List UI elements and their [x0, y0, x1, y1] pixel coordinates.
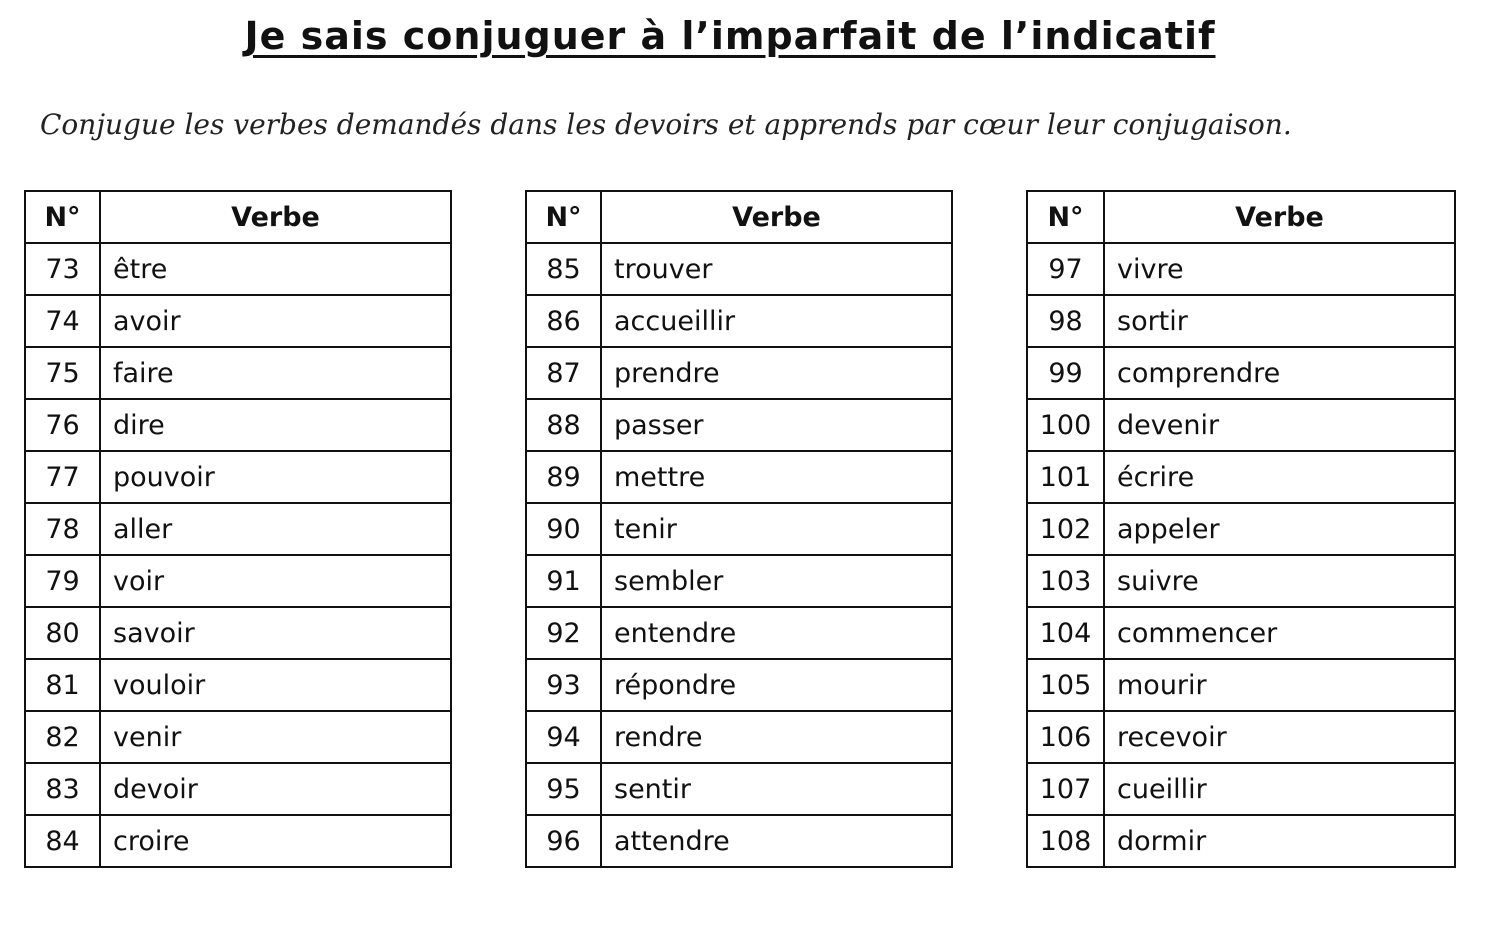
verb-name: voir [100, 555, 451, 607]
verb-number: 106 [1027, 711, 1104, 763]
verb-name: mettre [601, 451, 952, 503]
table-row [25, 451, 451, 503]
table-row [1027, 451, 1455, 503]
verb-name: recevoir [1104, 711, 1455, 763]
verb-number: 99 [1027, 347, 1104, 399]
verb-name: croire [100, 815, 451, 867]
verb-name: commencer [1104, 607, 1455, 659]
verb-name: savoir [100, 607, 451, 659]
table-row [526, 503, 952, 555]
verb-name: comprendre [1104, 347, 1455, 399]
verb-name: dire [100, 399, 451, 451]
table-row [1027, 295, 1455, 347]
verb-number: 84 [25, 815, 100, 867]
page-title: Je sais conjuguer à l’imparfait de l’indicatif [244, 14, 1216, 58]
verb-number: 101 [1027, 451, 1104, 503]
verb-number: 83 [25, 763, 100, 815]
table-row [1027, 503, 1455, 555]
table-row [526, 815, 952, 867]
table-row [526, 295, 952, 347]
verb-name: appeler [1104, 503, 1455, 555]
table-row [1027, 555, 1455, 607]
verb-name: passer [601, 399, 952, 451]
verb-name: dormir [1104, 815, 1455, 867]
table-row [25, 347, 451, 399]
table-row [25, 815, 451, 867]
verb-table-3 [1026, 190, 1456, 868]
verb-name: sentir [601, 763, 952, 815]
verb-number: 82 [25, 711, 100, 763]
verb-name: répondre [601, 659, 952, 711]
table-body [1027, 243, 1455, 867]
verb-number: 108 [1027, 815, 1104, 867]
verb-name: prendre [601, 347, 952, 399]
table-row [1027, 815, 1455, 867]
verb-number: 96 [526, 815, 601, 867]
verb-number: 103 [1027, 555, 1104, 607]
verb-number: 92 [526, 607, 601, 659]
verb-number: 85 [526, 243, 601, 295]
table-row [25, 763, 451, 815]
verb-number: 89 [526, 451, 601, 503]
verb-number: 73 [25, 243, 100, 295]
verb-name: mourir [1104, 659, 1455, 711]
table-row [526, 555, 952, 607]
table-row [526, 711, 952, 763]
verb-number: 86 [526, 295, 601, 347]
table-row [1027, 399, 1455, 451]
verb-name: être [100, 243, 451, 295]
verb-number: 91 [526, 555, 601, 607]
verb-number: 80 [25, 607, 100, 659]
verb-number: 100 [1027, 399, 1104, 451]
verb-number: 75 [25, 347, 100, 399]
column-header-verb: Verbe [100, 191, 451, 243]
table-row [526, 607, 952, 659]
verb-name: suivre [1104, 555, 1455, 607]
verb-name: aller [100, 503, 451, 555]
table-row [25, 555, 451, 607]
table-row [25, 711, 451, 763]
verb-number: 102 [1027, 503, 1104, 555]
verb-name: venir [100, 711, 451, 763]
instruction-text: Conjugue les verbes demandés dans les devoirs et apprends par cœur leur conjugaison. [40, 108, 1292, 141]
column-header-verb: Verbe [601, 191, 952, 243]
table-header-row [25, 191, 451, 243]
table-row [1027, 347, 1455, 399]
table-row [25, 399, 451, 451]
table-row [526, 451, 952, 503]
table-row [526, 659, 952, 711]
verb-name: trouver [601, 243, 952, 295]
verb-number: 94 [526, 711, 601, 763]
verb-number: 79 [25, 555, 100, 607]
verb-name: devenir [1104, 399, 1455, 451]
table-row [526, 243, 952, 295]
verb-name: sortir [1104, 295, 1455, 347]
table-row [25, 503, 451, 555]
verb-number: 95 [526, 763, 601, 815]
verb-name: tenir [601, 503, 952, 555]
table-body [526, 243, 952, 867]
table-row [25, 607, 451, 659]
column-header-number: N° [1027, 191, 1104, 243]
table-row [526, 763, 952, 815]
verb-name: cueillir [1104, 763, 1455, 815]
verb-number: 93 [526, 659, 601, 711]
verb-name: devoir [100, 763, 451, 815]
verb-number: 107 [1027, 763, 1104, 815]
verb-number: 81 [25, 659, 100, 711]
table-row [526, 399, 952, 451]
verb-name: avoir [100, 295, 451, 347]
verb-name: rendre [601, 711, 952, 763]
table-row [1027, 763, 1455, 815]
table-row [25, 659, 451, 711]
table-row [1027, 711, 1455, 763]
verb-number: 87 [526, 347, 601, 399]
verb-number: 76 [25, 399, 100, 451]
verb-table-1 [24, 190, 452, 868]
table-row [25, 243, 451, 295]
table-row [1027, 243, 1455, 295]
table-header-row [526, 191, 952, 243]
verb-number: 74 [25, 295, 100, 347]
verb-number: 88 [526, 399, 601, 451]
verb-name: écrire [1104, 451, 1455, 503]
column-header-verb: Verbe [1104, 191, 1455, 243]
verb-number: 105 [1027, 659, 1104, 711]
verb-name: sembler [601, 555, 952, 607]
verb-name: faire [100, 347, 451, 399]
table-row [1027, 607, 1455, 659]
verb-name: vivre [1104, 243, 1455, 295]
verb-number: 78 [25, 503, 100, 555]
column-header-number: N° [25, 191, 100, 243]
table-row [25, 295, 451, 347]
table-header-row [1027, 191, 1455, 243]
verb-name: vouloir [100, 659, 451, 711]
verb-name: attendre [601, 815, 952, 867]
verb-name: pouvoir [100, 451, 451, 503]
verb-name: accueillir [601, 295, 952, 347]
verb-table-2 [525, 190, 953, 868]
verb-number: 97 [1027, 243, 1104, 295]
table-body [25, 243, 451, 867]
table-row [526, 347, 952, 399]
verb-number: 104 [1027, 607, 1104, 659]
verb-number: 98 [1027, 295, 1104, 347]
verb-number: 90 [526, 503, 601, 555]
verb-number: 77 [25, 451, 100, 503]
table-row [1027, 659, 1455, 711]
verb-name: entendre [601, 607, 952, 659]
column-header-number: N° [526, 191, 601, 243]
